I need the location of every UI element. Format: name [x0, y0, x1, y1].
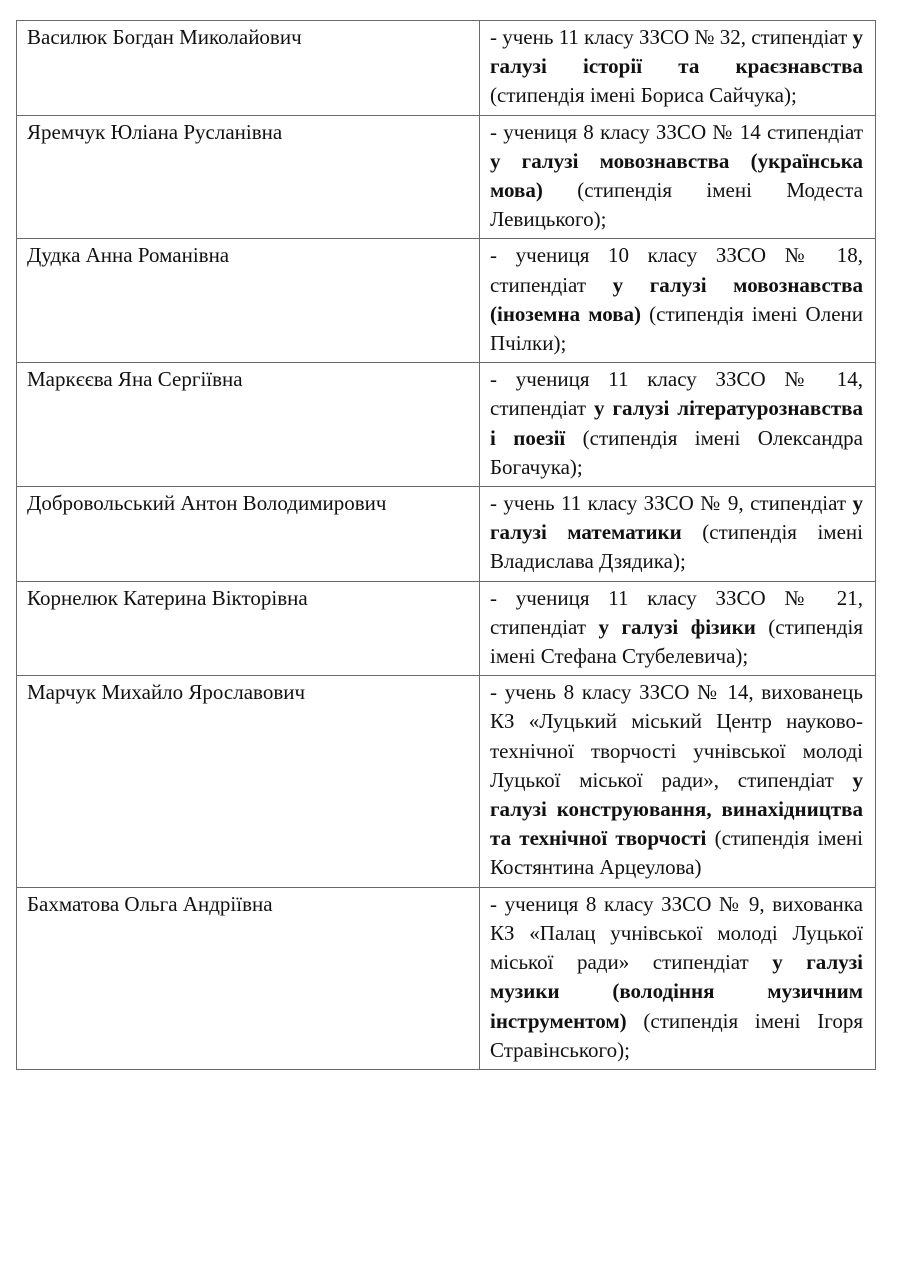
scholarship-namesake: (стипендія імені Стефана Стубелевича);: [490, 614, 863, 669]
table-row: [17, 115, 876, 239]
scholarship-namesake: (стипендія імені Бориса Сайчука);: [490, 83, 797, 108]
description-text: - учениця 8 класу ЗЗСО № 9, вихованка КЗ «Палац учнівської молоді Луцької міської ради» стипендіат: [490, 891, 863, 975]
description-text: - учениця 8 класу ЗЗСО № 14 стипендіат: [490, 119, 863, 144]
student-name: Бахматова Ольга Андріївна: [17, 887, 480, 1069]
scholarship-namesake: (стипендія імені Модеста Левицького);: [490, 178, 863, 232]
student-name: Дудка Анна Романівна: [17, 239, 480, 363]
scholarship-description: [480, 21, 876, 116]
student-name: Василюк Богдан Миколайович: [17, 21, 480, 116]
table-row: [17, 581, 876, 676]
field-of-study: у галузі мовознавства (іноземна мова): [490, 272, 863, 326]
table-row: [17, 887, 876, 1069]
field-of-study: у галузі мовознавства (українська мова): [490, 148, 863, 203]
student-name: Марчук Михайло Ярославович: [17, 676, 480, 887]
scholarship-description: [480, 115, 876, 239]
field-of-study: у галузі фізики: [598, 614, 756, 639]
description-text: - учень 8 класу ЗЗСО № 14, вихованець КЗ «Луцький міський Центр науково-технічної творчості учнівської молоді Луцької міської ради», стипендіат: [490, 680, 863, 792]
table-row: [17, 239, 876, 363]
table-row: [17, 676, 876, 887]
student-name: Корнелюк Катерина Вікторівна: [17, 581, 480, 676]
scholarship-description: [480, 581, 876, 676]
field-of-study: у галузі літературознавства і поезії: [490, 396, 863, 450]
scholarship-description: [480, 487, 876, 582]
scholarship-description: [480, 363, 876, 487]
table-row: [17, 363, 876, 487]
description-text: - учень 11 класу ЗЗСО № 9, стипендіат: [490, 491, 853, 516]
scholarship-namesake: (стипендія імені Олени Пчілки);: [490, 301, 863, 356]
student-name: Добровольський Антон Володимирович: [17, 487, 480, 582]
field-of-study: у галузі конструювання, винахідництва та технічної творчості: [490, 767, 863, 851]
field-of-study: у галузі музики (володіння музичним інструментом): [490, 950, 864, 1033]
scholarship-namesake: (стипендія імені Олександра Богачука);: [490, 425, 863, 479]
table-row: [17, 487, 876, 582]
scholarship-namesake: (стипендія імені Костянтина Арцеулова): [490, 826, 863, 880]
table-body: [17, 21, 876, 1070]
scholarship-table: [16, 20, 876, 1070]
description-text: - учениця 10 класу ЗЗСО № 18, стипендіат: [490, 243, 863, 297]
scholarship-description: [480, 676, 876, 887]
table-row: [17, 21, 876, 116]
scholarship-namesake: (стипендія імені Ігоря Стравінського);: [490, 1008, 863, 1062]
scholarship-description: [480, 887, 876, 1069]
student-name: Маркєєва Яна Сергіївна: [17, 363, 480, 487]
scholarship-namesake: (стипендія імені Владислава Дзядика);: [490, 520, 863, 574]
scholarship-description: [480, 239, 876, 363]
field-of-study: у галузі математики: [490, 491, 863, 545]
field-of-study: у галузі історії та краєзнавства: [490, 25, 863, 79]
description-text: - учениця 11 класу ЗЗСО № 14, стипендіат: [490, 367, 863, 421]
description-text: - учениця 11 класу ЗЗСО № 21, стипендіат: [490, 585, 863, 639]
description-text: - учень 11 класу ЗЗСО № 32, стипендіат: [490, 25, 853, 49]
student-name: Яремчук Юліана Русланівна: [17, 115, 480, 239]
